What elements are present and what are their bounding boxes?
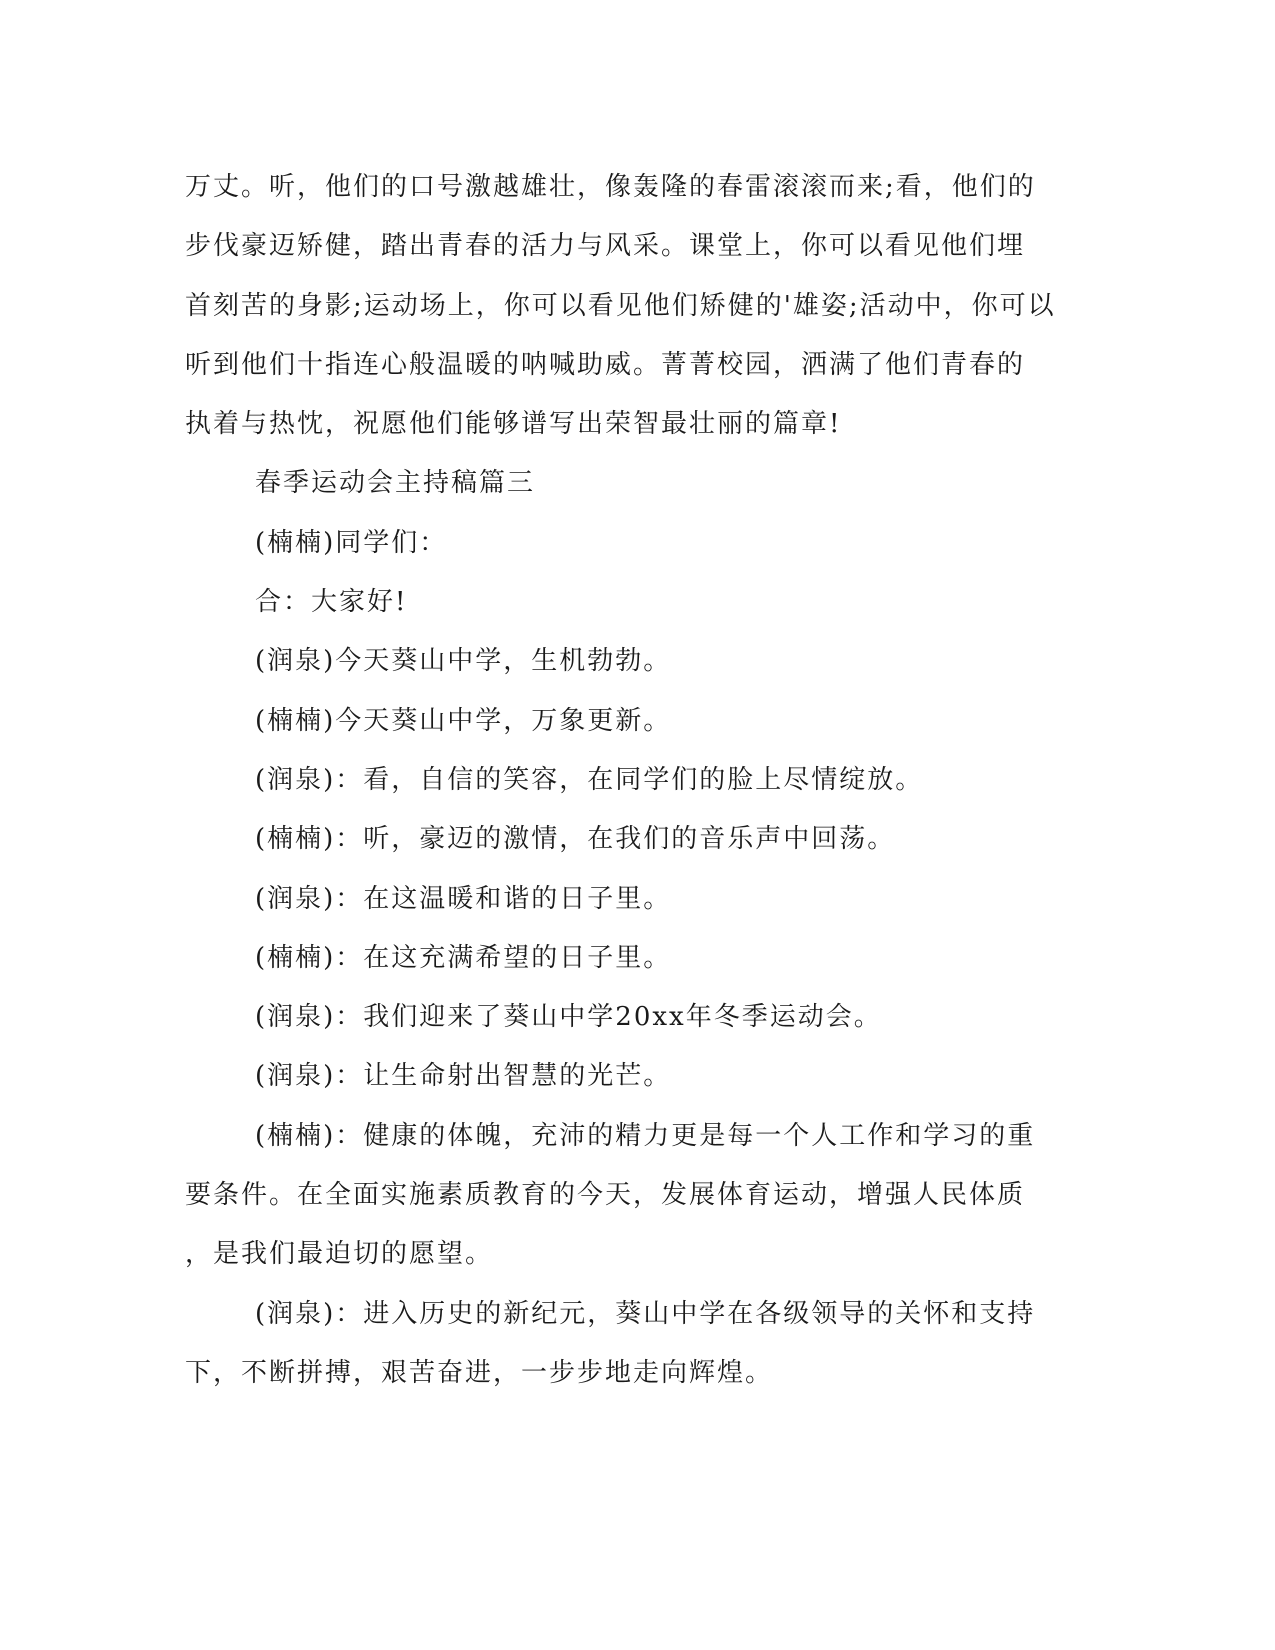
text-line: (润泉)今天葵山中学，生机勃勃。 (255, 646, 672, 677)
text-line: (润泉)：让生命射出智慧的光芒。 (255, 1061, 672, 1092)
text-line: (润泉)：在这温暖和谐的日子里。 (255, 883, 672, 914)
text-line: 合：大家好! (255, 587, 408, 618)
text-line: 下，不断拼搏，艰苦奋进，一步步地走向辉煌。 (185, 1357, 774, 1388)
text-line: (楠楠)：在这充满希望的日子里。 (255, 942, 672, 973)
text-line: 首刻苦的身影;运动场上，你可以看见他们矫健的'雄姿;活动中，你可以 (185, 290, 1056, 321)
text-line: 万丈。听，他们的口号激越雄壮，像轰隆的春雷滚滚而来;看，他们的 (185, 172, 1036, 202)
text-line: 步伐豪迈矫健，踏出青春的活力与风采。课堂上，你可以看见他们埋 (185, 231, 1026, 262)
text-line: 执着与热忱，祝愿他们能够谱写出荣智最壮丽的篇章! (185, 409, 842, 440)
text-line: (楠楠)同学们： (255, 527, 448, 558)
text-line: (楠楠)：健康的体魄，充沛的精力更是每一个人工作和学习的重 (255, 1120, 1036, 1151)
text-line: 听到他们十指连心般温暖的呐喊助威。菁菁校园，洒满了他们青春的 (185, 349, 1026, 380)
text-line: (润泉)：进入历史的新纪元，葵山中学在各级领导的关怀和支持 (255, 1298, 1036, 1329)
text-line: (楠楠)今天葵山中学，万象更新。 (255, 705, 672, 736)
text-line: 要条件。在全面实施素质教育的今天，发展体育运动，增强人民体质 (185, 1180, 1026, 1211)
text-line: (润泉)：看，自信的笑容，在同学们的脸上尽情绽放。 (255, 764, 924, 795)
document-body (185, 158, 1085, 1403)
text-line: (润泉)：我们迎来了葵山中学20xx年冬季运动会。 (255, 1002, 882, 1033)
text-line: (楠楠)：听，豪迈的激情，在我们的音乐声中回荡。 (255, 824, 896, 855)
text-line: 春季运动会主持稿篇三 (255, 468, 536, 499)
text-line: ，是我们最迫切的愿望。 (185, 1239, 494, 1270)
